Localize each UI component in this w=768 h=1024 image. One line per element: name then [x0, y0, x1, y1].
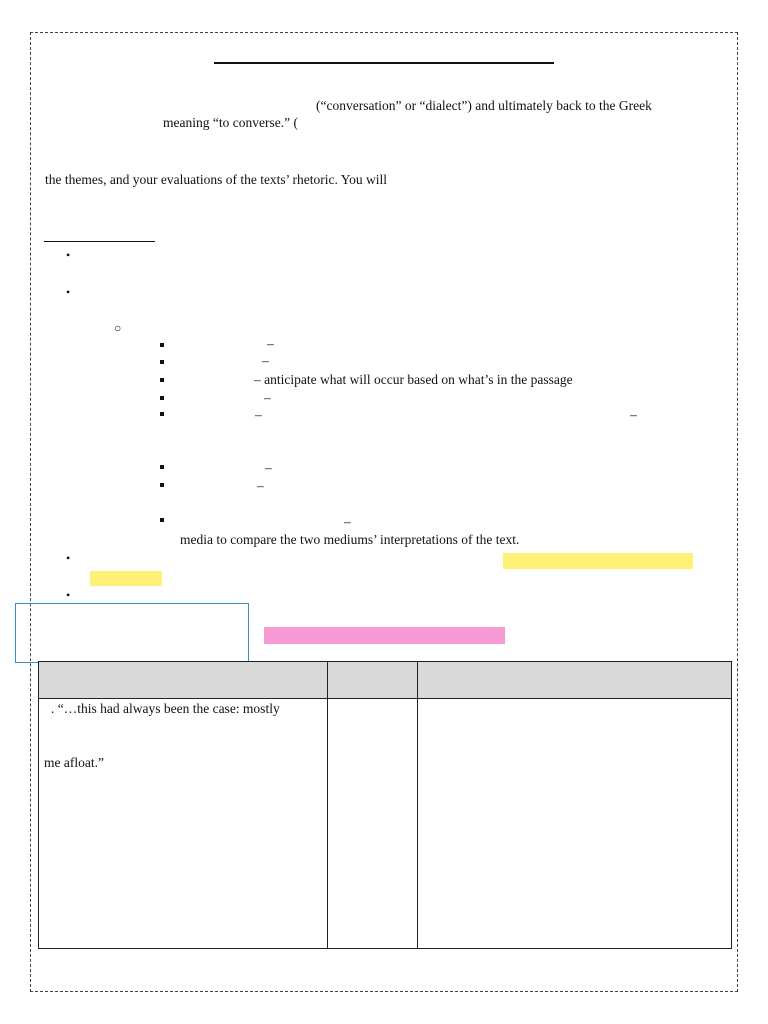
bullet-square	[160, 518, 164, 522]
bullet-square	[160, 483, 164, 487]
dash: –	[257, 478, 264, 493]
bullet-square	[160, 465, 164, 469]
bullet-square	[160, 360, 164, 364]
section-underline	[44, 241, 155, 242]
intro-line-2: meaning “to converse.” (	[163, 115, 298, 130]
bullet-dot: •	[66, 285, 71, 299]
table-cell[interactable]	[418, 699, 732, 949]
bullet-square	[160, 396, 164, 400]
response-table	[38, 661, 732, 949]
bullet-square	[160, 412, 164, 416]
table-header-cell	[39, 662, 328, 699]
table-header-row	[39, 662, 732, 699]
table-cell[interactable]	[328, 699, 418, 949]
table-row	[39, 699, 732, 949]
highlight-yellow	[503, 553, 693, 569]
media-line: media to compare the two mediums’ interpretations of the text.	[180, 532, 520, 547]
table-cell-quote[interactable]	[39, 699, 328, 949]
bullet-square	[160, 378, 164, 382]
table-header-cell	[418, 662, 732, 699]
text-box-selection[interactable]	[15, 603, 249, 663]
dash: –	[255, 407, 262, 422]
dash: –	[262, 353, 269, 368]
dash: –	[630, 407, 637, 422]
intro-line-3: the themes, and your evaluations of the texts’ rhetoric. You will	[45, 172, 388, 187]
bullet-dot: •	[66, 588, 71, 602]
title-underline	[214, 62, 554, 64]
bullet-dot: •	[66, 551, 71, 565]
dash: –	[344, 514, 351, 529]
highlight-yellow	[90, 571, 162, 586]
dash: –	[267, 336, 274, 351]
quote-line-1: . “…this had always been the case: mostly	[51, 701, 280, 716]
intro-line-1: (“conversation” or “dialect”) and ultimately back to the Greek	[316, 98, 652, 113]
dash: –	[264, 390, 271, 405]
bullet-circle: ○	[114, 321, 122, 335]
quote-line-2: me afloat.”	[44, 755, 104, 770]
bullet-square	[160, 343, 164, 347]
bullet-dot: •	[66, 248, 71, 262]
table-header-cell	[328, 662, 418, 699]
list-item-anticipate: – anticipate what will occur based on what’s in the passage	[254, 372, 573, 387]
highlight-pink	[264, 627, 505, 644]
dash: –	[265, 460, 272, 475]
